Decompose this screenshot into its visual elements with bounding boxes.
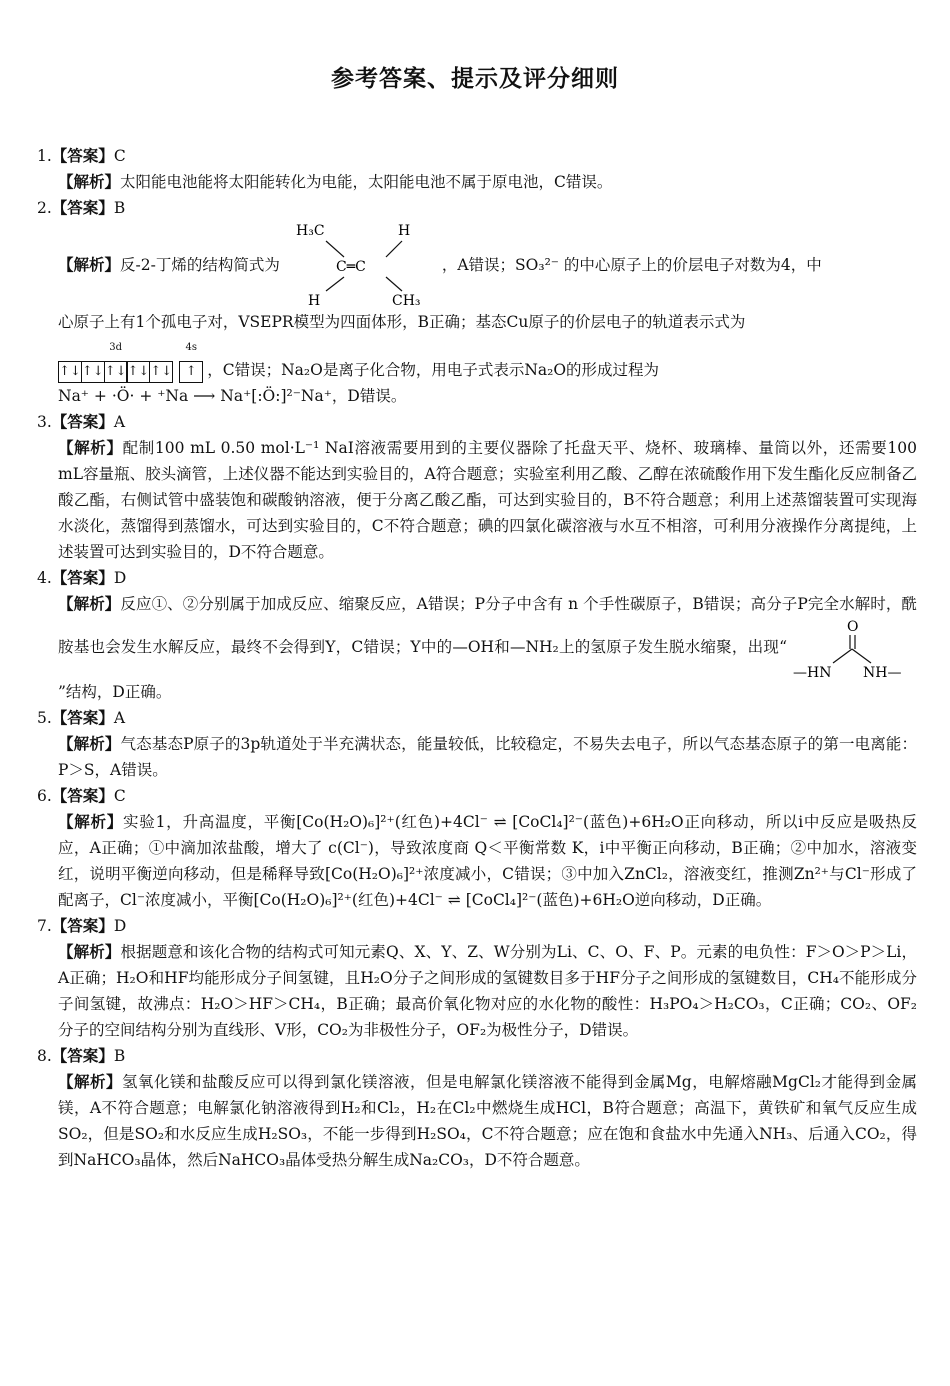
answer-value: C bbox=[113, 787, 126, 805]
answer-tag: 【答案】 bbox=[51, 1047, 114, 1065]
analysis-text: ，A错误；SO₃²⁻ 的中心原子上的价层电子对数为4，中 bbox=[441, 256, 822, 274]
analysis-text: 反应①、②分别属于加成反应、缩聚反应，A错误；P分子中含有 n 个手性碳原子，B错误；高分子P完全水解时，酰胺基也会发生水解反应，最终不会得到Y，C错误；Y中的—OH和—NH₂上的氢原子发生脱水缩聚，出现“ bbox=[58, 595, 917, 656]
urea-o: O bbox=[847, 619, 859, 635]
analysis-text: 配制100 mL 0.50 mol·L⁻¹ NaI溶液需要用到的主要仪器除了托盘天平、烧杯、玻璃棒、量筒以外，还需要100 mL容量瓶、胶头滴管，上述仪器不能达到实验目的，A符合题意；实验室利用乙酸、乙醇在浓硫酸作用下发生酯化反应制备乙酸乙酯，右侧试管中盛装饱和碳酸钠溶液，便于分离乙酸乙酯，可达到实验目的，B不符合题意；利用上述蒸馏装置可实现海水淡化，蒸馏得到蒸馏水，可达到实验目的，C不符合题意；碘的四氯化碳溶液与水互不相溶，可利用分液操作分离提纯，上述装置可达到实验目的，D不符合题意。 bbox=[58, 439, 917, 561]
question-3 bbox=[37, 409, 917, 565]
question-number: 5. bbox=[37, 709, 52, 727]
analysis-tag: 【解析】 bbox=[58, 735, 121, 753]
answer-value: B bbox=[113, 199, 126, 217]
answer-tag: 【答案】 bbox=[51, 917, 114, 935]
analysis-tag: 【解析】 bbox=[58, 943, 121, 961]
analysis-tag: 【解析】 bbox=[58, 813, 124, 831]
answer-value: D bbox=[113, 917, 127, 935]
answer-tag: 【答案】 bbox=[51, 413, 114, 431]
question-number: 3. bbox=[37, 413, 52, 431]
analysis-tag: 【解析】 bbox=[58, 256, 121, 274]
orbital-box: ↑↓ bbox=[58, 361, 82, 383]
analysis-tag: 【解析】 bbox=[58, 1073, 122, 1091]
analysis-text: 根据题意和该化合物的结构式可知元素Q、X、Y、Z、W分别为Li、C、O、F、P。元素的电负性：F＞O＞P＞Li，A正确；H₂O和HF均能形成分子间氢键，且H₂O分子之间形成的氢键数目多于HF分子之间形成的氢键数目，CH₄不能形成分子间氢键，故沸点：H₂O＞HF＞CH₄，B正确；最高价氧化物对应的水化物的酸性：H₃PO₄＞H₂CO₃，C正确；CO₂、OF₂分子的空间结构分别为直线形、V形，CO₂为非极性分子，OF₂为极性分子，D错误。 bbox=[58, 943, 917, 1039]
answer-value: A bbox=[113, 709, 126, 727]
trans-2-butene-structure bbox=[286, 221, 436, 309]
orbital-box: ↑↓ bbox=[104, 361, 128, 383]
analysis-tag: 【解析】 bbox=[58, 173, 121, 191]
electron-formula: Na⁺ + ·Ö· + ⁺Na ⟶ Na⁺[:Ö:]²⁻Na⁺ bbox=[58, 387, 332, 405]
analysis-text: 太阳能电池能将太阳能转化为电能，太阳能电池不属于原电池，C错误。 bbox=[120, 173, 613, 191]
question-2 bbox=[37, 195, 917, 409]
orbital-label-3d: 3d bbox=[109, 342, 122, 353]
question-4 bbox=[37, 565, 917, 705]
cu-orbital-diagram bbox=[58, 335, 203, 383]
analysis-text: 实验1，升高温度，平衡[Co(H₂O)₆]²⁺(红色)+4Cl⁻ ⇌ [CoCl₄]²⁻(蓝色)+6H₂O正向移动，所以ⅰ中反应是吸热反应，A正确；①中滴加浓盐酸，增大了 c(Cl⁻)，导致浓度商 Q＜平衡常数 K，ⅰ中平衡正向移动，B正确；②中加水，溶液变红，说明平衡逆向移动，但是稀释导致[Co(H₂O)₆]²⁺浓度减小，C错误；③中加入ZnCl₂，溶液变红，推测Zn²⁺与Cl⁻形成了配离子，Cl⁻浓度减小，平衡[Co(H₂O)₆]²⁺(红色)+4Cl⁻ ⇌ [CoCl₄]²⁻(蓝色)+6H₂O逆向移动，D正确。 bbox=[58, 813, 917, 909]
question-1 bbox=[37, 143, 917, 195]
question-number: 2. bbox=[37, 199, 52, 217]
page-title: 参考答案、提示及评分细则 bbox=[331, 66, 619, 92]
question-number: 4. bbox=[37, 569, 52, 587]
answer-tag: 【答案】 bbox=[51, 787, 114, 805]
analysis-text: ，C错误；Na₂O是离子化合物，用电子式表示Na₂O的形成过程为 bbox=[207, 361, 660, 379]
question-number: 8. bbox=[37, 1047, 52, 1065]
struct-h-bot: H bbox=[307, 293, 321, 309]
struct-ch3: CH₃ bbox=[391, 293, 421, 309]
analysis-text: ，D错误。 bbox=[331, 387, 407, 405]
urea-nh: NH— bbox=[863, 665, 902, 679]
analysis-text: 气态基态P原子的3p轨道处于半充满状态，能量较低，比较稳定，不易失去电子，所以气态基态原子的第一电离能：P＞S，A错误。 bbox=[58, 735, 917, 779]
urea-structure bbox=[793, 617, 911, 679]
orbital-box: ↑↓ bbox=[149, 361, 173, 383]
struct-h3c: H₃C bbox=[295, 223, 325, 239]
question-8 bbox=[37, 1043, 917, 1173]
orbital-box: ↑↓ bbox=[126, 361, 150, 383]
analysis-text: 氢氧化镁和盐酸反应可以得到氯化镁溶液，但是电解氯化镁溶液不能得到金属Mg，电解熔融MgCl₂才能得到金属镁，A不符合题意；电解氯化钠溶液得到H₂和Cl₂，H₂在Cl₂中燃烧生成HCl，B符合题意；高温下，黄铁矿和氧气反应生成SO₂，但是SO₂和水反应生成H₂SO₃，不能一步得到H₂SO₄，C不符合题意；应在饱和食盐水中先通入NH₃、后通入CO₂，得到NaHCO₃晶体，然后NaHCO₃晶体受热分解生成Na₂CO₃，D不符合题意。 bbox=[58, 1073, 917, 1169]
analysis-tag: 【解析】 bbox=[58, 595, 121, 613]
orbital-3d-boxes bbox=[58, 361, 173, 383]
struct-cc: C═C bbox=[335, 259, 366, 275]
question-number: 7. bbox=[37, 917, 52, 935]
question-5 bbox=[37, 705, 917, 783]
answer-value: B bbox=[113, 1047, 126, 1065]
orbital-label-4s: 4s bbox=[185, 342, 197, 353]
question-number: 6. bbox=[37, 787, 52, 805]
urea-hn: —HN bbox=[793, 665, 832, 679]
question-6 bbox=[37, 783, 917, 913]
orbital-4s-boxes bbox=[179, 361, 203, 383]
answer-tag: 【答案】 bbox=[51, 709, 114, 727]
orbital-box: ↑ bbox=[179, 361, 203, 383]
answer-tag: 【答案】 bbox=[51, 147, 114, 165]
question-7 bbox=[37, 913, 917, 1043]
question-number: 1. bbox=[37, 147, 52, 165]
answer-tag: 【答案】 bbox=[51, 199, 114, 217]
analysis-tag: 【解析】 bbox=[58, 439, 123, 457]
answer-value: D bbox=[113, 569, 127, 587]
answer-value: A bbox=[113, 413, 126, 431]
struct-h-top: H bbox=[397, 223, 411, 239]
answer-list bbox=[37, 143, 917, 1173]
answer-tag: 【答案】 bbox=[51, 569, 114, 587]
analysis-text: 心原子上有1个孤电子对，VSEPR模型为四面体形，B正确；基态Cu原子的价层电子的轨道表示式为 bbox=[58, 313, 746, 331]
orbital-box: ↑↓ bbox=[81, 361, 105, 383]
answer-value: C bbox=[113, 147, 126, 165]
analysis-text: 反-2-丁烯的结构简式为 bbox=[120, 256, 280, 274]
analysis-text: ”结构，D正确。 bbox=[58, 683, 172, 701]
